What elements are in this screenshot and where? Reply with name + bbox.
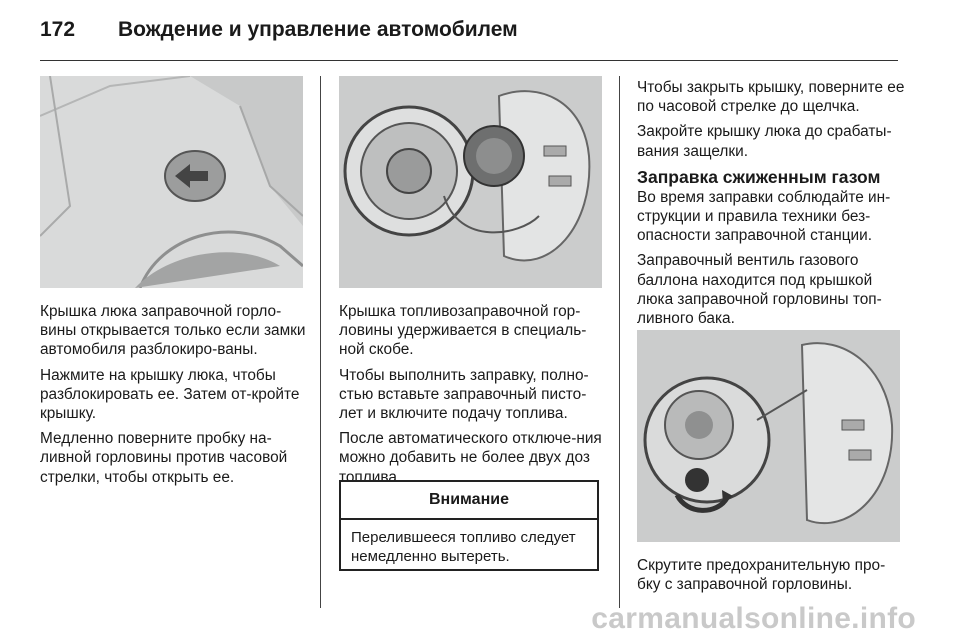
column-3-text-bottom — [637, 556, 905, 600]
paragraph: Крышка люка заправочной горло-вины открывается только если замки автомобиля разблокиро-ваны. — [40, 303, 306, 359]
column-1-text — [40, 302, 308, 493]
column-divider-1 — [320, 76, 321, 608]
section-heading: Заправка сжиженным газом — [637, 166, 881, 187]
car-fuel-door-illustration — [40, 76, 303, 288]
column-divider-2 — [619, 76, 620, 608]
paragraph: После автоматического отключе-ния можно добавить не более двух доз топлива. — [339, 430, 602, 486]
paragraph: Закройте крышку люка до срабаты-вания защелки. — [637, 123, 892, 160]
column-3-text-top — [637, 78, 905, 334]
watermark: carmanualsonline.info — [591, 602, 916, 635]
page-number: 172 — [40, 18, 76, 41]
paragraph: Чтобы выполнить заправку, полно-стью вставьте заправочный писто-лет и включите подачу топлива. — [339, 366, 589, 423]
column-2-text — [339, 302, 607, 493]
paragraph: Скрутите предохранительную про-бку с заправочной горловины. — [637, 557, 886, 594]
page-header — [40, 18, 518, 42]
paragraph: Во время заправки соблюдайте ин-струкции и правила техники без-опасности заправочной станции. — [637, 188, 891, 245]
paragraph: Нажмите на крышку люка, чтобы разблокировать ее. Затем от-кройте крышку. — [40, 366, 300, 423]
notice-box — [339, 480, 599, 571]
paragraph: Чтобы закрыть крышку, поверните ее по часовой стрелке до щелчка. — [637, 79, 905, 116]
fuel-cap-holder-illustration — [339, 76, 602, 288]
lpg-valve-illustration — [637, 330, 900, 542]
page-title: Вождение и управление автомобилем — [118, 18, 518, 41]
notice-title: Внимание — [341, 482, 597, 520]
notice-text: Перелившееся топливо следует немедленно вытереть. — [351, 529, 576, 565]
paragraph: Медленно поверните пробку на-ливной горловины против часовой стрелки, чтобы открыть ее. — [40, 430, 288, 486]
paragraph: Заправочный вентиль газового баллона находится под крышкой люка заправочной горловины топ-ливного бака. — [637, 252, 882, 328]
header-rule — [40, 60, 898, 61]
paragraph: Крышка топливозаправочной гор-ловины удерживается в специаль-ной скобе. — [339, 303, 587, 359]
